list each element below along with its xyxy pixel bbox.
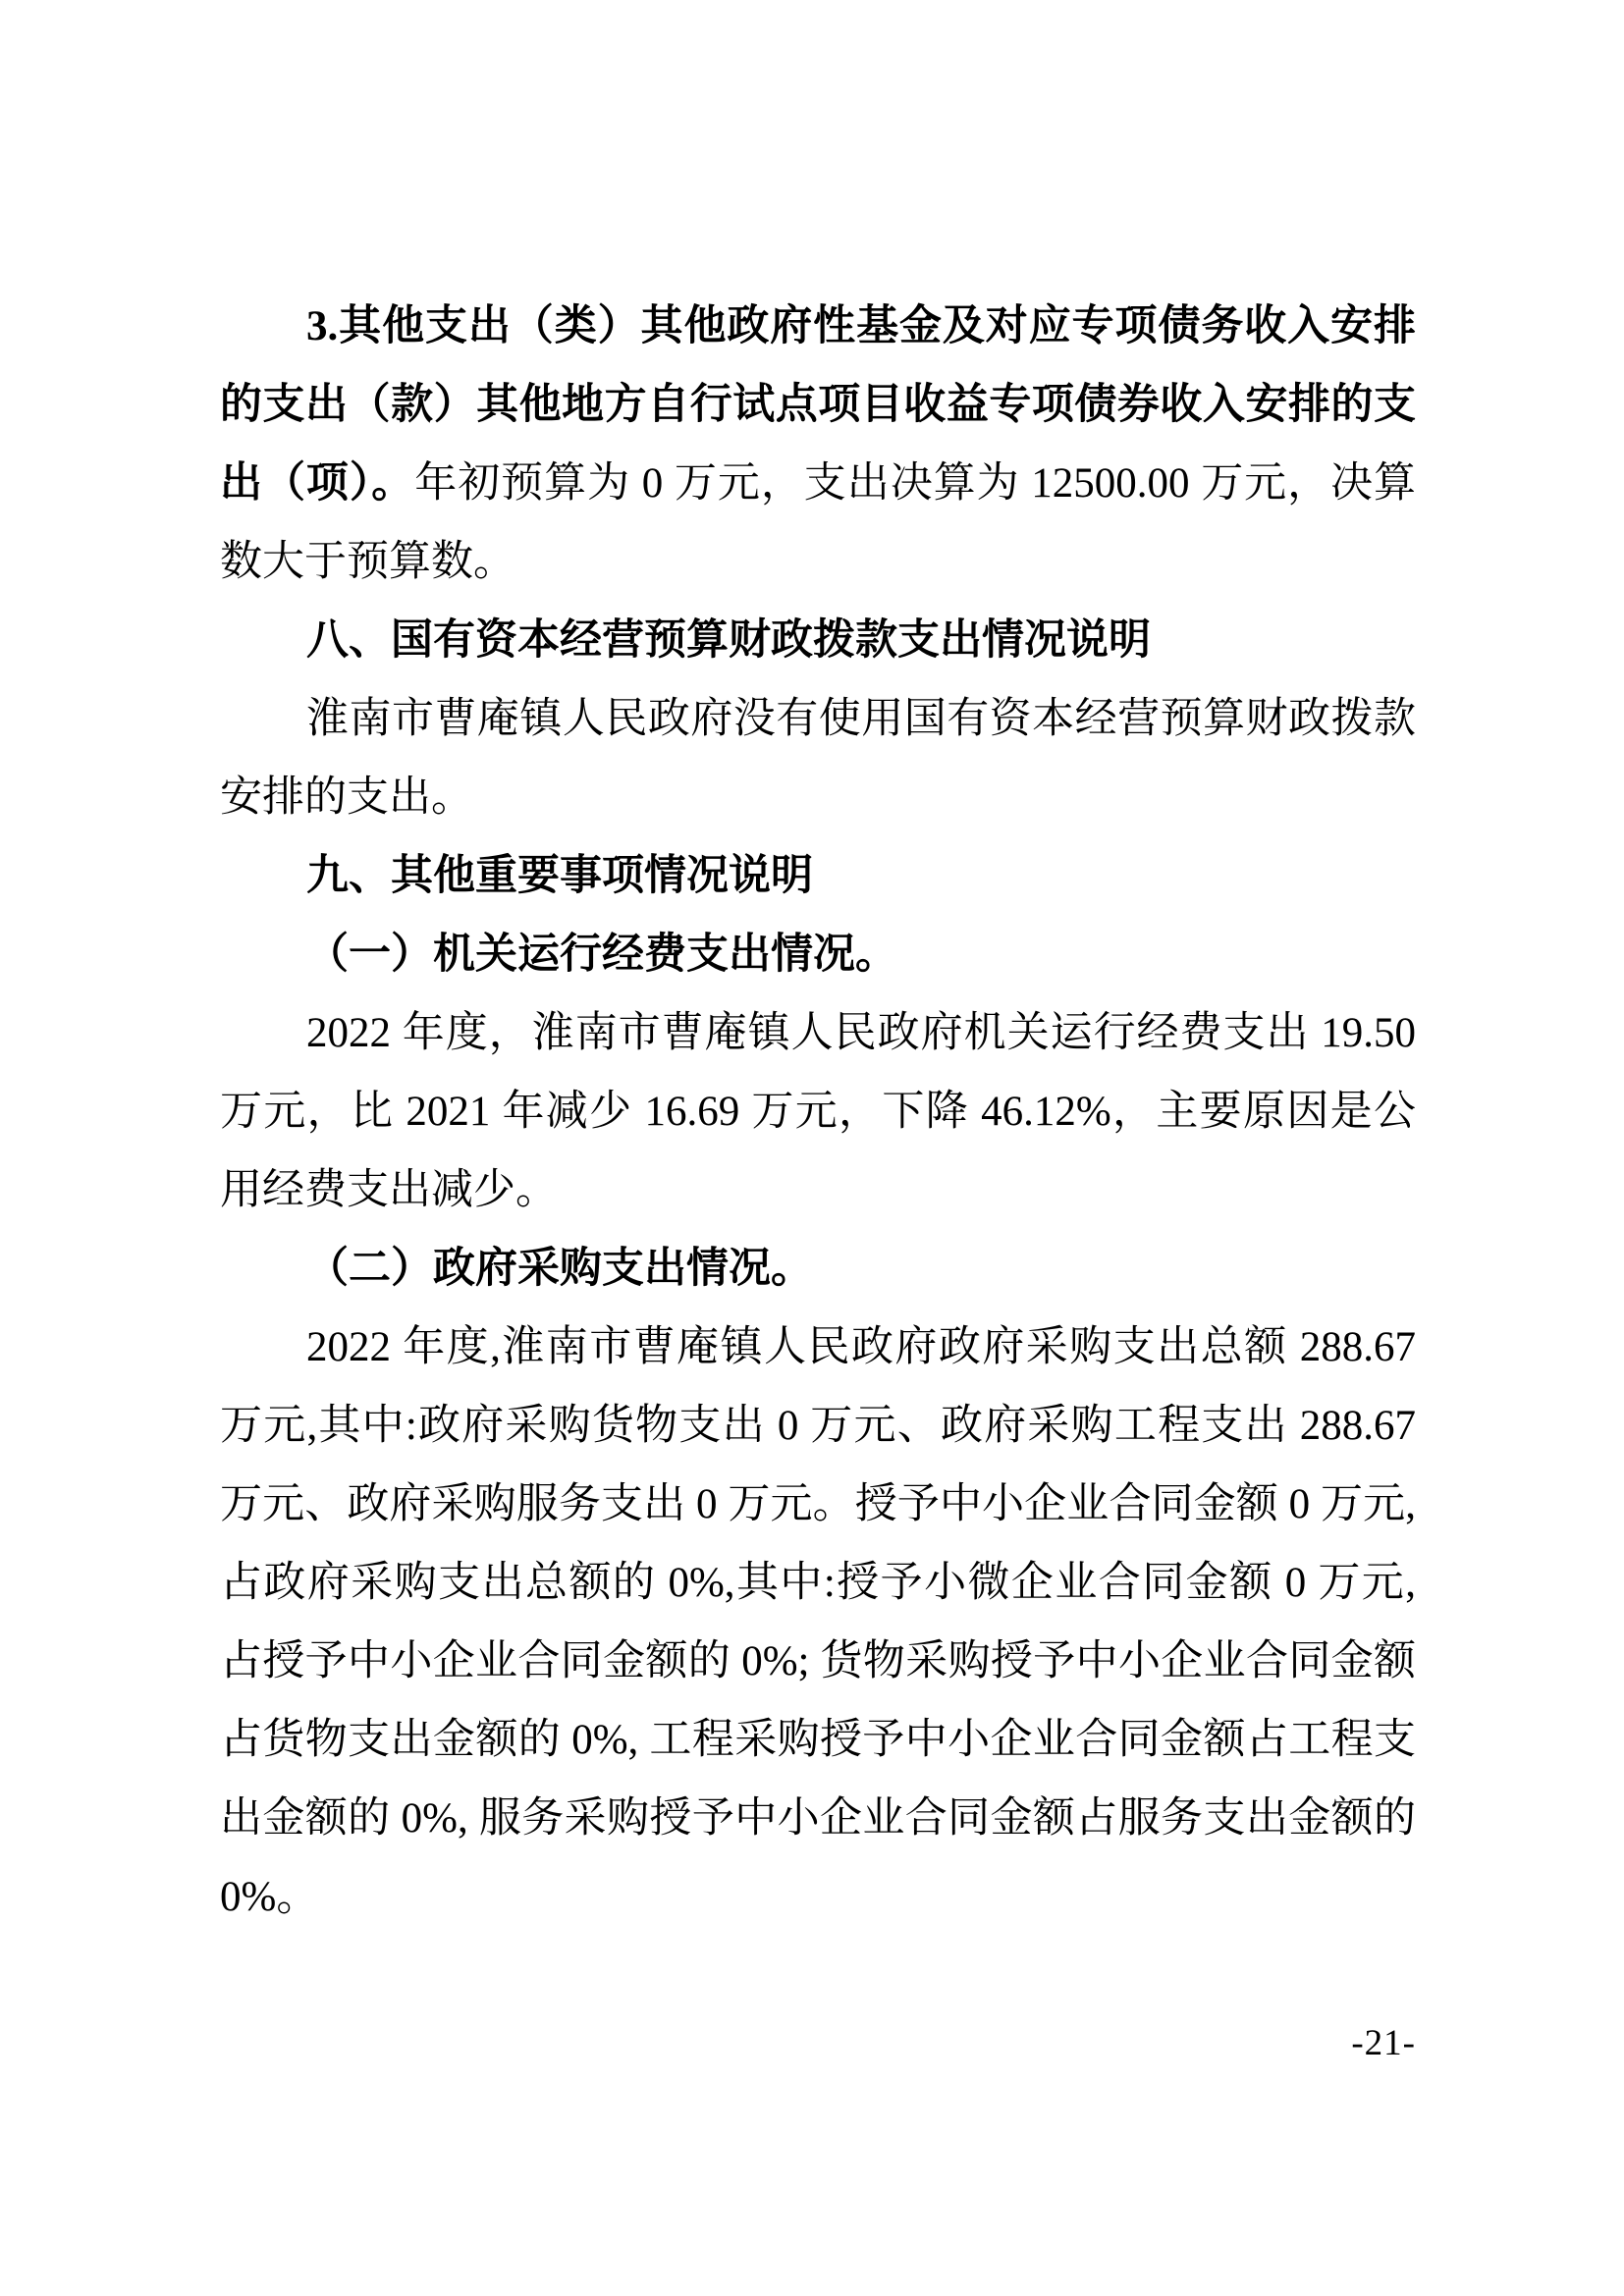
- paragraph-section-8-statement: 淮南市曹庵镇人民政府没有使用国有资本经营预算财政拨款安排的支出。: [220, 696, 1416, 821]
- document-body: [220, 288, 1416, 1937]
- paragraph-sub1-operating-expense-detail: 2022 年度，淮南市曹庵镇人民政府机关运行经费支出 19.50 万元，比 2021 年减少 16.69 万元，下降 46.12%，主要原因是公用经费支出减少。: [220, 1010, 1416, 1213]
- heading-section-8-state-capital-budget: 八、国有资本经营预算财政拨款支出情况说明: [306, 617, 1151, 664]
- page-number: -21-: [1351, 2023, 1416, 2063]
- heading-sub2-government-procurement: （二）政府采购支出情况。: [306, 1246, 813, 1292]
- heading-section-9-other-important-matters: 九、其他重要事项情况说明: [306, 853, 813, 899]
- paragraph-sub2-procurement-detail: 2022 年度,淮南市曹庵镇人民政府政府采购支出总额 288.67 万元,其中:政府采购货物支出 0 万元、政府采购工程支出 288.67 万元、政府采购服务支出 0 万元。授予中小企业合同金额 0 万元,占政府采购支出总额的 0%,其中:授予小微企业合同金额 0 万元,占授予中小企业合同金额的 0%; 货物采购授予中小企业合同金额占货物支出金额的 0%, 工程采购授予中小企业合同金额占工程支出金额的 0%, 服务采购授予中小企业合同金额占服务支出金额的 0%。: [220, 1324, 1417, 1920]
- paragraph-item3-bold-lead: 3.其他支出（类）其他政府性基金及对应专项债务收入安排的支出（款）其他地方自行试点项目收益专项债券收入安排的支出（项）。: [220, 303, 1416, 507]
- paragraph-other-expenditure-item3: [220, 288, 1416, 602]
- paragraph-item3-budget-detail: 年初预算为 0 万元，支出决算为 12500.00 万元，决算数大于预算数。: [220, 460, 1417, 585]
- heading-sub1-agency-operating-expenses: （一）机关运行经费支出情况。: [306, 932, 897, 978]
